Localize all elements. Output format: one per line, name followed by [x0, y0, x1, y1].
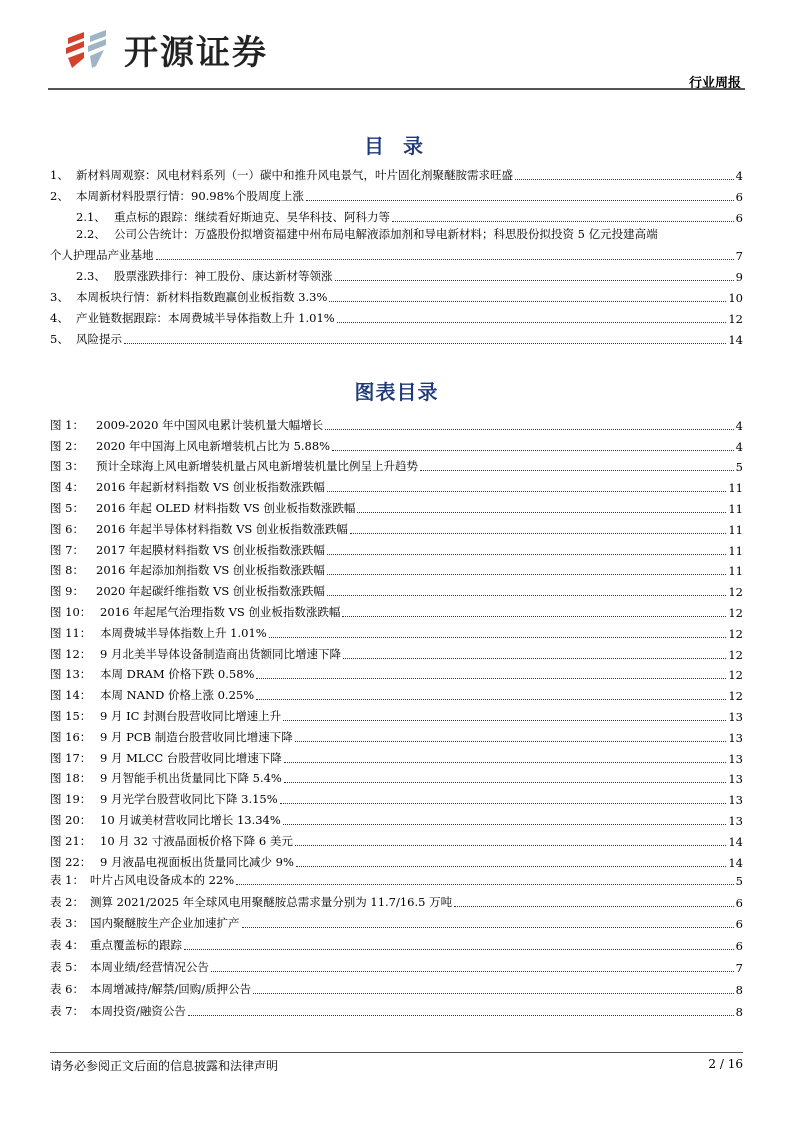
toc-entry[interactable] — [50, 578, 743, 599]
entry-number: 图 11： — [50, 625, 92, 640]
dot-leader — [343, 658, 726, 659]
table-list — [50, 866, 743, 1019]
dot-leader — [295, 845, 727, 846]
page-number: 2 / 16 — [708, 1057, 743, 1071]
entry-title: 2016 年起半导体材料指数 VS 创业板指数涨跌幅 — [96, 521, 348, 536]
logo-text: 开源证券 — [124, 33, 268, 73]
toc-entry[interactable] — [50, 263, 743, 284]
entry-title-cont: 个人护理品产业基地 — [50, 248, 154, 262]
dot-leader — [335, 280, 734, 281]
entry-page: 12 — [728, 647, 743, 662]
toc-entry[interactable] — [50, 474, 743, 495]
toc-entry[interactable] — [50, 284, 743, 305]
entry-title: 预计全球海上风电新增装机量占风电新增装机量比例呈上升趋势 — [96, 459, 418, 474]
header-divider — [48, 88, 745, 90]
entry-number: 图 16： — [50, 729, 92, 744]
entry-title: 9 月 IC 封测台股营收同比增速上升 — [100, 708, 282, 723]
toc-entry[interactable] — [50, 326, 743, 347]
entry-title: 2020 年起碳纤维指数 VS 创业板指数涨跌幅 — [96, 584, 325, 599]
toc-entry[interactable] — [50, 910, 743, 932]
entry-title: 本周投资/融资公告 — [90, 1003, 186, 1018]
entry-number: 图 8： — [50, 563, 84, 578]
dot-leader — [280, 803, 727, 804]
toc-entry[interactable] — [50, 828, 743, 849]
entry-title: 2009-2020 年中国风电累计装机量大幅增长 — [96, 417, 324, 432]
entry-number: 2.2、 — [76, 227, 106, 241]
entry-page: 12 — [728, 668, 743, 683]
entry-title: 2016 年起添加剂指数 VS 创业板指数涨跌幅 — [96, 563, 325, 578]
dot-leader — [337, 322, 727, 323]
entry-number: 图 21： — [50, 833, 92, 848]
entry-page: 6 — [735, 190, 743, 204]
dot-leader — [332, 450, 734, 451]
toc-entry[interactable] — [50, 204, 743, 225]
entry-number: 图 6： — [50, 521, 84, 536]
dot-leader — [284, 782, 727, 783]
entry-title: 测算 2021/2025 年全球风电用聚醚胺总需求量分别为 11.7/16.5 万吨 — [90, 894, 453, 909]
entry-title: 9 月智能手机出货量同比下降 5.4% — [100, 771, 282, 786]
entry-page: 5 — [735, 873, 743, 888]
entry-title: 2016 年起新材料指数 VS 创业板指数涨跌幅 — [96, 480, 325, 495]
toc-entry[interactable] — [50, 537, 743, 558]
entry-page: 13 — [728, 772, 743, 787]
figure-list — [50, 412, 743, 870]
entry-page: 4 — [735, 418, 743, 433]
entry-title: 叶片占风电设备成本的 22% — [90, 872, 235, 887]
dot-leader — [124, 343, 726, 344]
entry-number: 表 1： — [50, 872, 84, 887]
entry-title: 10 月诚美材营收同比增长 13.34% — [100, 812, 281, 827]
dot-leader — [211, 971, 734, 972]
entry-page: 5 — [735, 460, 743, 475]
entry-page: 11 — [728, 522, 743, 537]
entry-number: 图 12： — [50, 646, 92, 661]
entry-page: 14 — [728, 855, 743, 870]
entry-title: 10 月 32 寸液晶面板价格下降 6 美元 — [100, 833, 293, 848]
entry-page: 12 — [728, 626, 743, 641]
entry-page: 13 — [728, 709, 743, 724]
entry-title: 9 月 MLCC 台股营收同比增速下降 — [100, 750, 282, 765]
entry-page: 13 — [728, 751, 743, 766]
dot-leader — [515, 179, 734, 180]
entry-number: 图 5： — [50, 500, 84, 515]
entry-title: 重点标的跟踪：继续看好斯迪克、昊华科技、阿科力等 — [114, 210, 390, 224]
dot-leader — [295, 741, 727, 742]
doc-type: 行业周报 — [688, 76, 741, 91]
toc-entry[interactable] — [50, 558, 743, 579]
entry-title: 本周费城半导体指数上升 1.01% — [100, 625, 267, 640]
toc-entry[interactable] — [50, 183, 743, 204]
entry-title: 本周业绩/经营情况公告 — [90, 959, 209, 974]
entry-page: 6 — [735, 939, 743, 954]
entry-page: 14 — [728, 333, 743, 347]
dot-leader — [269, 637, 727, 638]
entry-number: 图 15： — [50, 708, 92, 723]
toc-entry[interactable] — [50, 953, 743, 975]
toc-entry[interactable] — [50, 454, 743, 475]
dot-leader — [256, 699, 726, 700]
entry-number: 图 14： — [50, 688, 92, 703]
entry-title: 国内聚醚胺生产企业加速扩产 — [90, 916, 240, 931]
entry-number: 图 19： — [50, 792, 92, 807]
entry-number: 图 22： — [50, 854, 92, 869]
entry-page: 13 — [728, 813, 743, 828]
entry-title: 2017 年起膜材料指数 VS 创业板指数涨跌幅 — [96, 542, 325, 557]
toc-entry[interactable] — [50, 305, 743, 326]
dot-leader — [420, 470, 734, 471]
entry-number: 图 2： — [50, 438, 84, 453]
company-logo — [62, 25, 268, 74]
entry-title: 2016 年起尾气治理指数 VS 创业板指数涨跌幅 — [100, 604, 341, 619]
entry-page: 11 — [728, 481, 743, 496]
entry-title: 9 月北美半导体设备制造商出货额同比增速下降 — [100, 646, 341, 661]
entry-page: 12 — [728, 312, 743, 326]
entry-page: 11 — [728, 543, 743, 558]
entry-page: 12 — [728, 689, 743, 704]
entry-title: 本周增减持/解禁/回购/质押公告 — [90, 981, 252, 996]
entry-page: 10 — [728, 291, 743, 305]
entry-page: 12 — [728, 605, 743, 620]
entry-title: 股票涨跌排行：神工股份、康达新材等领涨 — [114, 269, 333, 283]
dot-leader — [184, 949, 734, 950]
toc-entry[interactable] — [50, 745, 743, 766]
entry-number: 2、 — [50, 189, 69, 203]
toc-entry[interactable] — [50, 997, 743, 1019]
toc-entry[interactable] — [50, 786, 743, 807]
entry-number: 图 9： — [50, 584, 84, 599]
toc-entry[interactable] — [50, 931, 743, 953]
toc-entry[interactable] — [50, 225, 743, 263]
dot-leader — [188, 1015, 734, 1016]
entry-number: 图 13： — [50, 667, 92, 682]
entry-page: 13 — [728, 730, 743, 745]
entry-number: 图 18： — [50, 771, 92, 786]
entry-title: 9 月液晶电视面板出货量同比减少 9% — [100, 854, 294, 869]
dot-leader — [236, 884, 733, 885]
toc-entry[interactable] — [50, 866, 743, 888]
entry-number: 5、 — [50, 332, 69, 346]
entry-page: 8 — [735, 982, 743, 997]
toc-entry[interactable] — [50, 162, 743, 183]
dot-leader — [327, 595, 726, 596]
entry-page: 7 — [735, 960, 743, 975]
toc-entry[interactable] — [50, 888, 743, 910]
entry-title: 本周 NAND 价格上涨 0.25% — [100, 688, 255, 703]
dot-leader — [350, 533, 726, 534]
entry-page: 6 — [735, 895, 743, 910]
dot-leader — [392, 221, 734, 222]
entry-title: 本周新材料股票行情：90.98%个股周度上涨 — [76, 189, 304, 203]
entry-number: 图 1： — [50, 417, 84, 432]
entry-number: 图 10： — [50, 604, 92, 619]
dot-leader — [284, 762, 727, 763]
entry-title: 本周板块行情：新材料指数跑赢创业板指数 3.3% — [76, 290, 328, 304]
dot-leader — [325, 429, 734, 430]
toc-entry[interactable] — [50, 412, 743, 433]
entry-page: 11 — [728, 501, 743, 516]
dot-leader — [454, 906, 734, 907]
toc-entry[interactable] — [50, 599, 743, 620]
entry-number: 表 3： — [50, 916, 84, 931]
entry-page: 11 — [728, 564, 743, 579]
entry-number: 图 17： — [50, 750, 92, 765]
toc-entry[interactable] — [50, 975, 743, 997]
entry-title: 9 月 PCB 制造台股营收同比增速下降 — [100, 729, 293, 744]
entry-title: 9 月光学台股营收同比下降 3.15% — [100, 792, 278, 807]
entry-number: 图 20： — [50, 812, 92, 827]
entry-title: 公司公告统计：万盛股份拟增资福建中州布局电解液添加剂和导电新材料；科思股份拟投资 5 亿元投建高端 — [114, 227, 658, 241]
entry-number: 表 7： — [50, 1003, 84, 1018]
entry-number: 表 6： — [50, 981, 84, 996]
figures-title: 图表目录 — [354, 380, 439, 404]
dot-leader — [242, 927, 734, 928]
entry-page: 7 — [735, 249, 743, 263]
entry-number: 图 3： — [50, 459, 84, 474]
toc-entry[interactable] — [50, 703, 743, 724]
entry-number: 表 5： — [50, 959, 84, 974]
toc-list — [50, 162, 743, 347]
entry-page: 6 — [735, 211, 743, 225]
dot-leader — [327, 574, 726, 575]
dot-leader — [156, 259, 734, 260]
entry-number: 4、 — [50, 311, 69, 325]
toc-entry[interactable] — [50, 682, 743, 703]
entry-page: 6 — [735, 917, 743, 932]
entry-title: 风险提示 — [76, 332, 122, 346]
entry-page: 9 — [735, 270, 743, 284]
dot-leader — [357, 512, 726, 513]
dot-leader — [306, 200, 734, 201]
entry-page: 14 — [728, 834, 743, 849]
entry-title: 重点覆盖标的跟踪 — [90, 938, 182, 953]
entry-number: 1、 — [50, 168, 69, 182]
entry-number: 表 2： — [50, 894, 84, 909]
entry-number: 图 7： — [50, 542, 84, 557]
toc-entry[interactable] — [50, 433, 743, 454]
entry-page: 13 — [728, 793, 743, 808]
toc-entry[interactable] — [50, 766, 743, 787]
entry-title: 产业链数据跟踪：本周费城半导体指数上升 1.01% — [76, 311, 335, 325]
dot-leader — [327, 491, 726, 492]
toc-entry[interactable] — [50, 495, 743, 516]
entry-page: 8 — [735, 1004, 743, 1019]
dot-leader — [256, 678, 726, 679]
entry-title: 2016 年起 OLED 材料指数 VS 创业板指数涨跌幅 — [96, 500, 356, 515]
entry-number: 3、 — [50, 290, 69, 304]
dot-leader — [283, 720, 726, 721]
toc-entry[interactable] — [50, 620, 743, 641]
dot-leader — [329, 301, 726, 302]
dot-leader — [327, 554, 726, 555]
toc-entry[interactable] — [50, 724, 743, 745]
dot-leader — [283, 824, 727, 825]
dot-leader — [253, 993, 734, 994]
entry-title: 2020 年中国海上风电新增装机占比为 5.88% — [96, 438, 331, 453]
entry-title: 新材料周观察：风电材料系列（一）碳中和推升风电景气，叶片固化剂聚醚胺需求旺盛 — [76, 168, 513, 182]
footer — [50, 1052, 743, 1074]
entry-title: 本周 DRAM 价格下跌 0.58% — [100, 667, 255, 682]
entry-page: 4 — [735, 439, 743, 454]
entry-page: 4 — [735, 169, 743, 183]
entry-number: 2.3、 — [76, 269, 106, 283]
toc-entry[interactable] — [50, 807, 743, 828]
entry-number: 表 4： — [50, 938, 84, 953]
toc-entry[interactable] — [50, 516, 743, 537]
dot-leader — [342, 616, 726, 617]
toc-entry[interactable] — [50, 662, 743, 683]
entry-number: 图 4： — [50, 480, 84, 495]
entry-number: 2.1、 — [76, 210, 106, 224]
toc-entry[interactable] — [50, 641, 743, 662]
footer-disclaimer: 请务必参阅正文后面的信息披露和法律声明 — [50, 1059, 279, 1073]
logo-mark-icon — [62, 28, 112, 72]
entry-page: 12 — [728, 585, 743, 600]
toc-title: 目 录 — [364, 134, 429, 158]
